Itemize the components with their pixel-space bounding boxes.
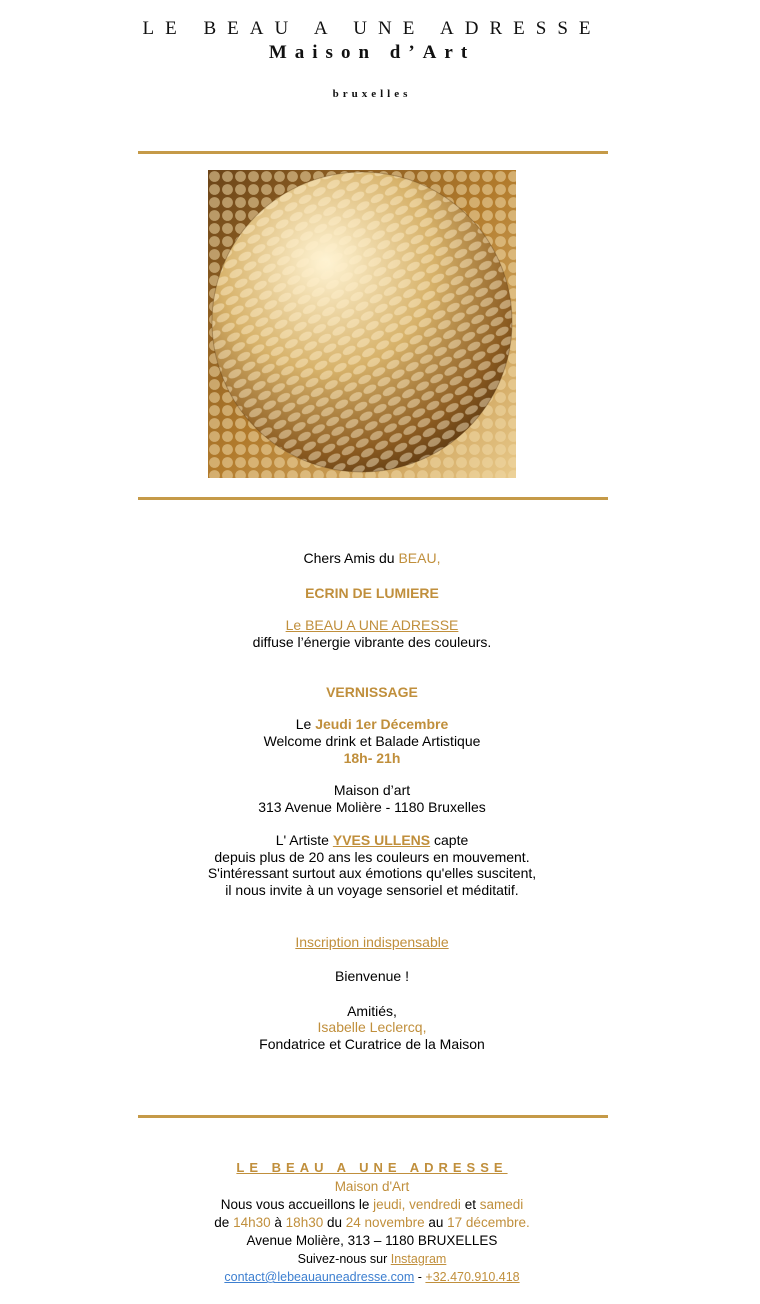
footer-subtitle: Maison d'Art	[334, 1179, 410, 1194]
date-prefix: Le	[295, 716, 312, 732]
divider-bottom	[138, 1115, 608, 1118]
divider-top	[138, 151, 608, 154]
greeting-prefix: Chers Amis du	[303, 550, 395, 566]
footer-hours-dates: de 14h30 à 18h30 du 24 novembre au 17 décembre.	[214, 1215, 530, 1230]
event-program: Welcome drink et Balade Artistique	[263, 733, 481, 749]
phone-link[interactable]: +32.470.910.418	[425, 1270, 520, 1284]
footer-brand[interactable]: LE BEAU A UNE ADRESSE	[236, 1160, 508, 1175]
artist-intro	[0, 832, 744, 849]
artist-prefix: L' Artiste	[275, 832, 329, 848]
event-date	[0, 716, 744, 733]
venue: Maison d’art	[333, 782, 411, 798]
email-link[interactable]: contact@lebeauauneadresse.com	[224, 1270, 415, 1284]
event-time: 18h- 21h	[343, 750, 401, 766]
brand-subtitle: Maison d’Art	[268, 42, 476, 63]
headline: ECRIN DE LUMIERE	[305, 585, 439, 601]
artist-suffix: capte	[434, 832, 469, 848]
op-art-sphere-icon	[208, 170, 516, 478]
brand-title: LE BEAU A UNE ADRESSE	[142, 18, 602, 39]
registration-link[interactable]: Inscription indispensable	[295, 934, 449, 950]
artist-line-4: il nous invite à un voyage sensoriel et méditatif.	[225, 882, 519, 898]
footer-address: Avenue Molière, 313 – 1180 BRUXELLES	[246, 1233, 498, 1248]
artist-line-3: S'intéressant surtout aux émotions qu'elles suscitent,	[207, 865, 537, 881]
greeting-name: BEAU,	[398, 550, 441, 566]
artist-line-2: depuis plus de 20 ans les couleurs en mouvement.	[214, 849, 530, 865]
divider-middle	[138, 497, 608, 500]
tagline: diffuse l’énergie vibrante des couleurs.	[252, 634, 492, 650]
brand-city: bruxelles	[332, 88, 412, 100]
brand-link[interactable]: Le BEAU A UNE ADRESSE	[285, 617, 459, 633]
signature: Isabelle Leclercq,	[317, 1019, 427, 1035]
venue-address: 313 Avenue Molière - 1180 Bruxelles	[258, 799, 486, 815]
footer-follow: Suivez-nous sur Instagram	[297, 1252, 447, 1266]
footer-hours-days: Nous vous accueillons le jeudi, vendredi et samedi	[220, 1197, 524, 1212]
instagram-link[interactable]: Instagram	[390, 1252, 447, 1266]
closing: Amitiés,	[347, 1003, 397, 1019]
event-title: VERNISSAGE	[326, 684, 418, 700]
signature-role: Fondatrice et Curatrice de la Maison	[259, 1036, 485, 1052]
date-value: Jeudi 1er Décembre	[315, 716, 449, 732]
artist-link[interactable]: YVES ULLENS	[332, 832, 431, 848]
footer-contact: contact@lebeauauneadresse.com - +32.470.910.418	[224, 1270, 520, 1284]
welcome: Bienvenue !	[335, 968, 409, 984]
greeting	[0, 550, 744, 567]
